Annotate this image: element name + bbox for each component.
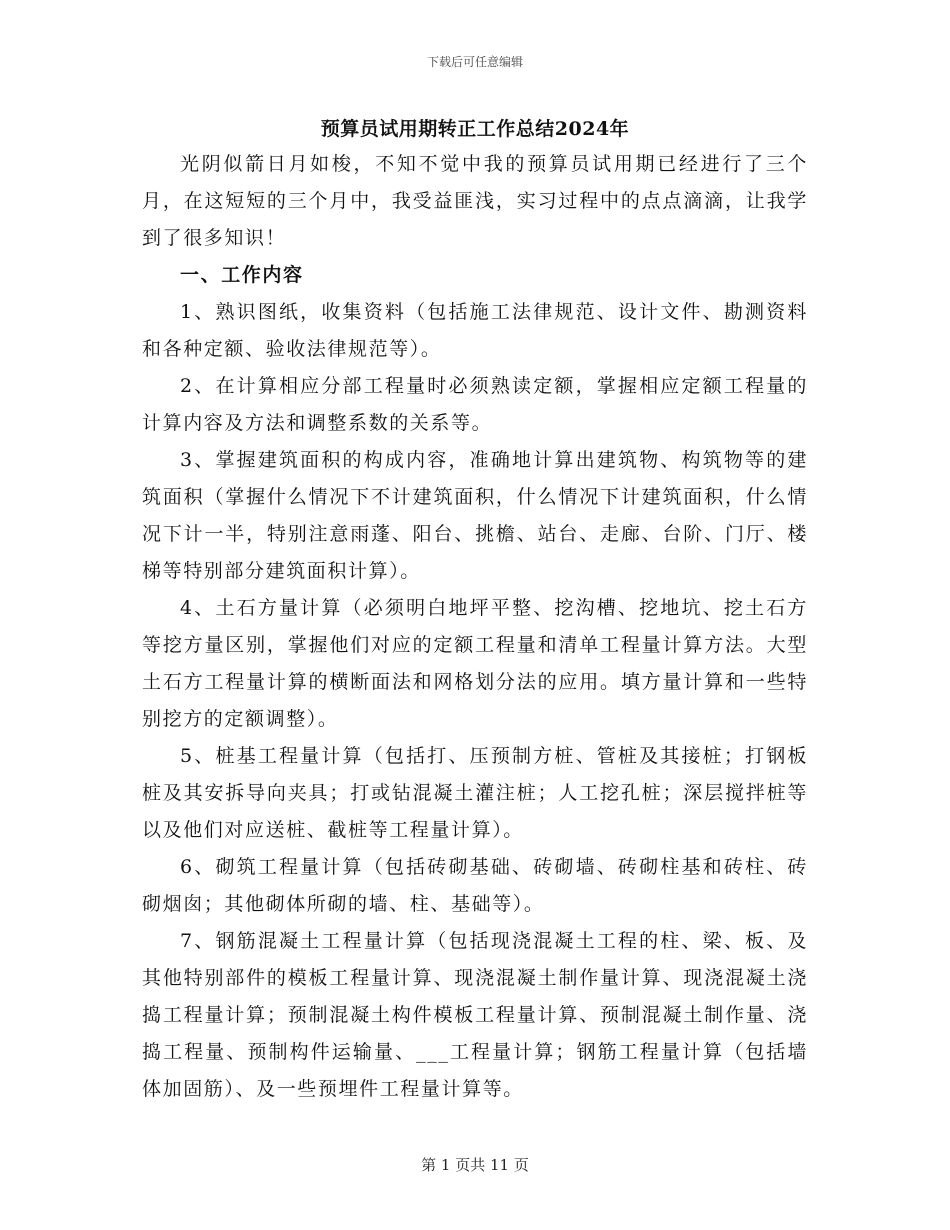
item-paragraph-7: 7、钢筋混凝土工程量计算（包括现浇混凝土工程的柱、梁、板、及其他特别部件的模板工程量计算、现浇混凝土制作量计算、现浇混凝土浇捣工程量计算；预制混凝土构件模板工程量计算、预制混凝土制作量、浇捣工程量、预制构件运输量、___工程量计算；钢筋工程量计算（包括墙体加固筋）、及一些预埋件工程量计算等。 bbox=[142, 930, 808, 1100]
item-paragraph-5: 5、桩基工程量计算（包括打、压预制方桩、管桩及其接桩；打钢板桩及其安拆导向夹具；打或钻混凝土灌注桩；人工挖孔桩；深层搅拌桩等以及他们对应送桩、截桩等工程量计算）。 bbox=[142, 745, 808, 841]
intro-paragraph: 光阴似箭日月如梭，不知不觉中我的预算员试用期已经进行了三个月，在这短短的三个月中，我受益匪浅，实习过程中的点点滴滴，让我学到了很多知识！ bbox=[142, 153, 808, 249]
document-body bbox=[142, 146, 808, 1108]
item-paragraph-4: 4、土石方量计算（必须明白地坪平整、挖沟槽、挖地坑、挖土石方等挖方量区别，掌握他们对应的定额工程量和清单工程量计算方法。大型土石方工程量计算的横断面法和网格划分法的应用。填方量计算和一些特别挖方的定额调整）。 bbox=[142, 597, 808, 730]
item-paragraph-2: 2、在计算相应分部工程量时必须熟读定额，掌握相应定额工程量的计算内容及方法和调整系数的关系等。 bbox=[142, 375, 808, 434]
section-heading-work-content: 一、工作内容 bbox=[180, 264, 304, 286]
item-paragraph-1: 1、熟识图纸，收集资料（包括施工法律规范、设计文件、勘测资料和各种定额、验收法律规范等）。 bbox=[142, 301, 808, 360]
page-footer: 第 1 页共 11 页 bbox=[421, 1156, 529, 1174]
document-title: 预算员试用期转正工作总结2024年 bbox=[320, 118, 630, 140]
page-header: 下载后可任意编辑 bbox=[426, 55, 523, 69]
item-paragraph-6: 6、砌筑工程量计算（包括砖砌基础、砖砌墙、砖砌柱基和砖柱、砖砌烟囱；其他砌体所砌的墙、柱、基础等）。 bbox=[142, 856, 808, 915]
item-paragraph-3: 3、掌握建筑面积的构成内容，准确地计算出建筑物、构筑物等的建筑面积（掌握什么情况下不计建筑面积，什么情况下计建筑面积，什么情况下计一半，特别注意雨蓬、阳台、挑檐、站台、走廊、台阶、门厅、楼梯等特别部分建筑面积计算）。 bbox=[142, 449, 808, 582]
